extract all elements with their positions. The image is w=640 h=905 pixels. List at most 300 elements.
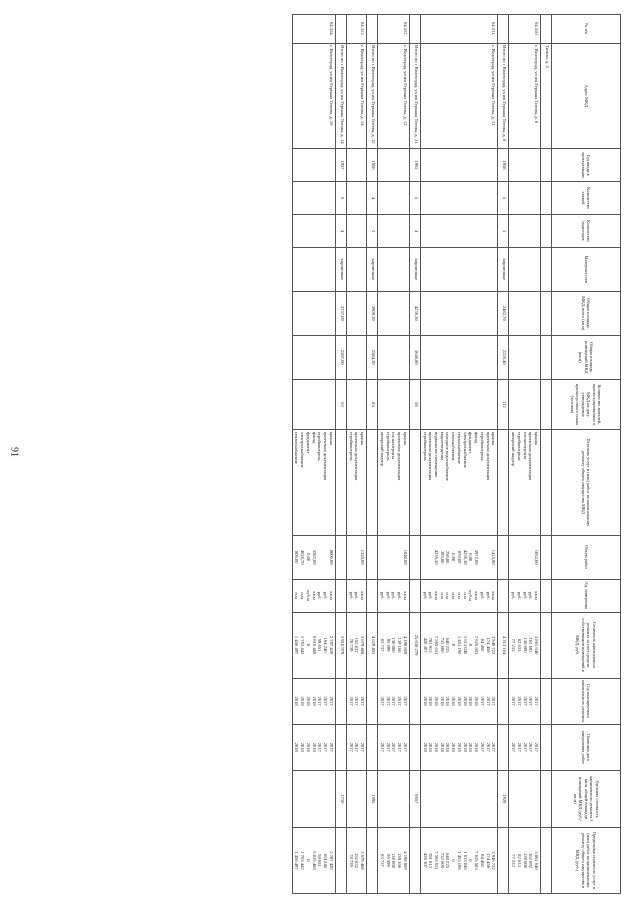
cell-line: п.м: [462, 592, 468, 599]
cell-line: [445, 772, 451, 825]
cell-num: [335, 15, 346, 44]
cell-line: 3 861 640: [534, 851, 539, 870]
cell-line: 2017: [323, 696, 329, 706]
cell-line: руб.: [522, 591, 528, 600]
cell-line: руб.: [479, 591, 485, 600]
cell-line: кв.м: [433, 591, 439, 600]
cell-area-rooms: 3646,80: [409, 335, 420, 379]
page-content: [36, 14, 621, 894]
cell-volume: [409, 535, 420, 579]
cell-area-total: [292, 291, 335, 335]
cell-line: 95 599: [385, 638, 391, 652]
cell-line: 2018: [474, 696, 480, 706]
cell-line: [479, 537, 485, 577]
cell-line: 4626,70: [300, 549, 306, 565]
column-header: Ед. измерения: [552, 579, 621, 612]
cell-line: 162 692: [528, 637, 534, 653]
cell-end-date: [378, 724, 410, 770]
cell-line: [510, 772, 516, 825]
cell-line: [311, 772, 317, 825]
cell-line: [522, 537, 528, 577]
cell-max-cost: [292, 827, 335, 893]
column-header: Материал стен: [552, 247, 621, 291]
cell-line: 2017: [534, 742, 539, 752]
cell-area-total: [541, 291, 552, 335]
cell-line: 7 625 503: [474, 635, 480, 655]
cell-line: 2017: [354, 742, 360, 752]
cell-floors: [541, 181, 552, 214]
cell-unit: [498, 579, 509, 612]
cell-year: [509, 149, 541, 182]
cell-line: 2018: [462, 742, 468, 752]
cell-line: 2 787 420: [328, 851, 334, 870]
cell-line: 2018: [445, 742, 451, 752]
cell-line: 3582,00: [311, 549, 317, 565]
column-header: Перечень услуг и (или) работ по капитальному ремонту общего имущества МКД: [552, 430, 621, 535]
cell-line: проектная документация: [485, 431, 491, 481]
cell-year: 1957: [335, 149, 346, 182]
cell-line: 2017: [402, 696, 408, 706]
cell-max-cost: [367, 827, 378, 893]
cell-entrances: [509, 214, 541, 247]
cell-walls: кирпичные: [409, 247, 420, 291]
column-header: Год планируемого капитального ремонта: [552, 678, 621, 724]
cell-line: 781 813: [428, 637, 434, 653]
cell-line: 0: [451, 643, 457, 647]
cell-floors: 5: [498, 181, 509, 214]
cell-line: фасад: [474, 431, 480, 444]
cell-works: [292, 430, 335, 535]
cell-cost: [292, 612, 335, 678]
cell-max-cost: [409, 827, 420, 893]
cell-num: 64.311.: [420, 15, 498, 44]
cell-address: Итого по г Волгоград, ул им Германа Титова, д. 11: [409, 43, 420, 148]
cell-volume: [378, 535, 410, 579]
cell-line: 3 679 408: [360, 851, 366, 870]
page-number-margin: [0, 0, 28, 905]
cell-line: 2017: [323, 742, 329, 752]
cell-floors: 5: [335, 181, 346, 214]
cell-works: [346, 430, 366, 535]
cell-line: 2018: [311, 696, 317, 706]
cell-max-cost: [509, 827, 541, 893]
cell-line: 1 456 497: [294, 851, 300, 870]
cell-line: 3972,00: [474, 549, 480, 565]
cell-line: руб.: [528, 591, 534, 600]
cell-floors: [292, 181, 335, 214]
cell-line: [305, 772, 311, 825]
cell-works: [335, 430, 346, 535]
cell-plan-year: [541, 678, 552, 724]
cell-line: [491, 772, 497, 825]
cell-line: 139 168: [397, 852, 403, 868]
cell-line: 0: [468, 859, 474, 862]
cell-line: [317, 537, 323, 577]
cell-line: [391, 772, 397, 825]
cell-line: п.м: [456, 592, 462, 599]
cell-line: 2017: [516, 742, 522, 752]
cell-line: кв.м: [360, 591, 366, 600]
cell-cost: [541, 612, 552, 678]
cell-line: 2017: [360, 696, 366, 706]
cell-line: п.м: [300, 592, 306, 599]
cell-line: 0,00: [305, 553, 311, 562]
cell-end-date: [541, 724, 552, 770]
cell-unit: [420, 579, 498, 612]
cell-line: 3 861 640: [534, 635, 539, 655]
cell-works: [498, 430, 509, 535]
cell-line: 2017: [328, 742, 334, 752]
cell-line: стройконтроль: [479, 431, 485, 461]
cell-plan-year: [509, 678, 541, 724]
cell-line: 2017: [391, 696, 397, 706]
cell-residents: 83: [367, 379, 378, 430]
cell-walls: кирпичные: [498, 247, 509, 291]
cell-line: руб.: [422, 591, 428, 600]
cell-line: 2017: [479, 696, 485, 706]
cell-area-rooms: [541, 335, 552, 379]
cell-year: [292, 149, 335, 182]
cell-line: крыша: [534, 431, 539, 445]
cell-line: 2017: [317, 742, 323, 752]
cell-line: [385, 772, 391, 825]
cell-line: 130 000: [522, 637, 528, 653]
cell-line: 2017: [354, 696, 360, 706]
cell-line: 1695: [371, 794, 377, 804]
table-row: [420, 15, 498, 894]
cell-line: 2017: [348, 696, 354, 706]
cell-line: 0: [305, 643, 311, 647]
cell-line: подвальное помещение: [433, 431, 439, 478]
cell-line: кв.м: [491, 591, 497, 600]
cell-line: 174 458: [485, 852, 491, 868]
cell-address: Итого по г Волгоград, ул им Германа Титова, д. 8: [498, 43, 509, 148]
cell-line: [510, 537, 516, 577]
table-row: [378, 15, 410, 894]
cell-area-total: [378, 291, 410, 335]
cell-cost: [346, 612, 366, 678]
cell-volume: [509, 535, 541, 579]
cell-line: 2017: [397, 696, 403, 706]
cell-line: [396, 537, 402, 577]
cell-area-rooms: [378, 335, 410, 379]
cell-line: 7 565 631: [433, 851, 439, 870]
cell-unit: [346, 579, 366, 612]
cell-line: крыша: [328, 431, 334, 445]
cell-line: [322, 537, 328, 577]
cell-line: 1 613 046: [462, 635, 468, 655]
cell-line: 2018: [428, 742, 434, 752]
cell-line: 8000,00: [328, 549, 334, 565]
cell-line: 395,00: [439, 550, 445, 564]
cell-volume: [541, 535, 552, 579]
cell-line: кв.м: [328, 591, 334, 600]
cell-line: 2017: [485, 696, 491, 706]
cell-line: 2017: [391, 742, 397, 752]
cell-line: руб.: [385, 591, 391, 600]
cell-line: 1929: [502, 794, 508, 804]
cell-line: 4 629 403: [371, 635, 377, 655]
cell-line: 0: [305, 859, 311, 862]
cell-line: куб.м: [305, 590, 311, 602]
cell-line: [322, 772, 328, 825]
cell-max-cost: [541, 827, 552, 893]
cell-line: 2018: [311, 742, 317, 752]
cell-line: 1415,90: [491, 549, 497, 565]
table-row: [509, 15, 541, 894]
cell-line: [402, 772, 408, 825]
cell-unit-cost: [367, 770, 378, 827]
cell-line: 2017: [317, 696, 323, 706]
cell-line: 2017: [328, 696, 334, 706]
cell-volume: [498, 535, 509, 579]
cell-line: 0,00: [468, 553, 474, 562]
page-number: 91: [8, 447, 20, 457]
cell-entrances: [292, 214, 335, 247]
cell-unit-cost: [498, 770, 509, 827]
cell-line: 2 787 420: [328, 635, 334, 655]
column-header: Общая площадь помещений МКД (кв.м): [552, 335, 621, 379]
cell-line: [439, 772, 445, 825]
cell-address: г. Волгоград, ул им Германа Титова, д. 12: [378, 43, 410, 148]
cell-line: 164 240: [323, 637, 329, 653]
cell-line: [516, 537, 522, 577]
cell-plan-year: [292, 678, 335, 724]
cell-line: 2017: [522, 696, 528, 706]
cell-unit-cost: [292, 770, 335, 827]
cell-line: 870,00: [456, 550, 462, 564]
cell-line: 732 600: [439, 637, 445, 653]
cell-line: [428, 537, 434, 577]
column-header: Количество этажей: [552, 181, 621, 214]
cell-line: проектная документация: [528, 431, 534, 481]
cell-line: руб.: [485, 591, 491, 600]
cell-residents: [509, 379, 541, 430]
cell-area-total: 3737,00: [335, 291, 346, 335]
cell-line: [348, 537, 354, 577]
cell-line: 2017: [511, 742, 517, 752]
cell-year: 1962: [409, 149, 420, 182]
cell-line: 2017: [379, 696, 385, 706]
cell-line: [354, 537, 360, 577]
cell-cost: [409, 612, 420, 678]
cell-area-total: [509, 291, 541, 335]
cell-area-rooms: 2226,40: [498, 335, 509, 379]
cell-line: 84 460: [479, 854, 485, 867]
cell-area-total: [420, 291, 498, 335]
cell-line: стройконтроль: [317, 431, 323, 461]
cell-line: 152 832: [354, 852, 360, 868]
cell-end-date: [420, 724, 498, 770]
cell-line: 152 832: [354, 637, 360, 653]
cell-line: 781 813: [428, 852, 434, 868]
cell-max-cost: [498, 827, 509, 893]
cell-line: 77 233: [511, 638, 517, 652]
cell-num: [541, 15, 552, 44]
cell-line: 2017: [379, 742, 385, 752]
cell-line: 78 739: [348, 854, 354, 867]
cell-unit-cost: [335, 770, 346, 827]
cell-line: [391, 537, 397, 577]
cell-line: руб.: [391, 591, 397, 600]
cell-line: 84 460: [479, 638, 485, 652]
cell-entrances: [378, 214, 410, 247]
cell-plan-year: [498, 678, 509, 724]
cell-area-rooms: [420, 335, 498, 379]
cell-unit: [409, 579, 420, 612]
cell-address: Титова, д. 5: [541, 43, 552, 148]
cell-area-rooms: [292, 335, 335, 379]
column-header: Объем работ: [552, 535, 621, 579]
cell-line: руб.: [323, 591, 329, 600]
cell-line: фундамент: [305, 431, 311, 454]
cell-line: 2018: [294, 696, 300, 706]
cell-unit: [367, 579, 378, 612]
cell-line: авторский надзор: [511, 431, 517, 466]
cell-line: 0: [468, 643, 474, 647]
cell-line: 2018: [456, 696, 462, 706]
cell-unit: [292, 579, 335, 612]
cell-residents: [292, 379, 335, 430]
cell-line: [300, 772, 306, 825]
cell-line: 2018: [422, 742, 428, 752]
cell-unit: [541, 579, 552, 612]
table-row: [541, 15, 552, 894]
cell-line: [422, 537, 428, 577]
cell-num: [498, 15, 509, 44]
cell-end-date: [346, 724, 366, 770]
cell-line: 59 651: [317, 854, 323, 867]
cell-line: 0: [451, 859, 457, 862]
cell-line: руб.: [511, 591, 517, 600]
cell-unit: [509, 579, 541, 612]
cell-line: 164 240: [323, 852, 329, 868]
cell-line: крыша: [491, 431, 497, 445]
cell-line: [354, 772, 360, 825]
cell-unit-cost: [409, 770, 420, 827]
cell-line: 2017: [528, 696, 534, 706]
cell-line: 4 198 869: [402, 851, 408, 870]
cell-line: 83 737: [379, 638, 385, 652]
cell-line: 3 679 408: [360, 635, 366, 655]
cell-line: 2017: [522, 742, 528, 752]
cell-line: 2017: [511, 696, 517, 706]
cell-line: 1840,00: [402, 549, 408, 565]
cell-line: 2017: [360, 742, 366, 752]
cell-line: 2017: [402, 742, 408, 752]
table-row: [335, 15, 346, 894]
cell-line: 139 168: [397, 637, 403, 653]
cell-end-date: [292, 724, 335, 770]
table-header-row: [552, 15, 621, 894]
cell-line: 2018: [428, 696, 434, 706]
cell-year: 1958: [367, 149, 378, 182]
cell-line: [473, 772, 479, 825]
cell-floors: [509, 181, 541, 214]
cell-line: руб.: [317, 591, 323, 600]
cell-address: Итого по г Волгоград, ул им Германа Титова, д. 14: [335, 43, 346, 148]
cell-line: 2018: [422, 696, 428, 706]
cell-line: 1 763 442: [300, 851, 306, 870]
cell-works: [378, 430, 410, 535]
cell-line: куб.м: [468, 590, 474, 602]
cell-line: 250,00: [445, 550, 451, 564]
cell-line: п.м: [445, 592, 451, 599]
cell-line: руб.: [428, 591, 434, 600]
cell-unit: [378, 579, 410, 612]
cell-line: 95 599: [385, 854, 391, 867]
column-header: Адрес МКД: [552, 43, 621, 148]
cell-line: проектная документация: [428, 431, 434, 481]
cell-works: [541, 430, 552, 535]
cell-cost: [420, 612, 498, 678]
cell-line: 640 225: [445, 637, 451, 653]
cell-plan-year: [335, 678, 346, 724]
cell-line: электроснабжение: [300, 431, 306, 468]
cell-unit-cost: [541, 770, 552, 827]
cell-cost: [335, 612, 346, 678]
cell-end-date: [409, 724, 420, 770]
cell-address: г. Волгоград, ул им Германа Титова, д. 8: [509, 43, 541, 148]
cell-line: 2017: [385, 696, 391, 706]
cell-line: руб.: [348, 591, 354, 600]
cell-year: [541, 149, 552, 182]
cell-line: госэкспертиза: [391, 431, 397, 460]
cell-line: проектная документация: [354, 431, 360, 481]
cell-plan-year: [367, 678, 378, 724]
cell-line: теплоснабжение: [294, 431, 300, 464]
cell-line: 7 565 631: [433, 635, 439, 655]
cell-line: п.м: [439, 592, 445, 599]
cell-line: 1 453 196: [456, 635, 462, 655]
cell-line: 1710: [339, 794, 345, 804]
cell-entrances: 3: [498, 214, 509, 247]
cell-num: 64.312.: [378, 15, 410, 44]
cell-floors: [420, 181, 498, 214]
cell-line: 130 000: [391, 852, 397, 868]
cell-line: [328, 772, 334, 825]
cell-line: [433, 772, 439, 825]
cell-line: 78 739: [348, 638, 354, 652]
cell-line: стройконтроль: [348, 431, 354, 461]
cell-line: [379, 772, 385, 825]
cell-line: 4236,30: [462, 549, 468, 565]
cell-line: 2018: [294, 742, 300, 752]
cell-year: [378, 149, 410, 182]
cell-year: [420, 149, 498, 182]
cell-line: п.м: [451, 592, 457, 599]
cell-works: [367, 430, 378, 535]
cell-line: кв.м: [311, 591, 317, 600]
cell-line: [485, 772, 491, 825]
cell-plan-year: [420, 678, 498, 724]
cell-works: [509, 430, 541, 535]
cell-line: [348, 772, 354, 825]
cell-line: 1052,00: [534, 549, 539, 565]
cell-max-cost: [346, 827, 366, 893]
cell-line: 640 225: [445, 852, 451, 868]
cell-line: газоснабжение: [451, 431, 457, 461]
cell-walls: [292, 247, 335, 291]
cell-line: 2018: [451, 742, 457, 752]
cell-walls: кирпичные: [367, 247, 378, 291]
cell-walls: кирпичные: [335, 247, 346, 291]
table-row: [498, 15, 509, 894]
cell-line: 1 453 196: [456, 851, 462, 870]
cell-walls: [346, 247, 366, 291]
cell-residents: [541, 379, 552, 430]
cell-num: 64.313.: [346, 15, 366, 44]
